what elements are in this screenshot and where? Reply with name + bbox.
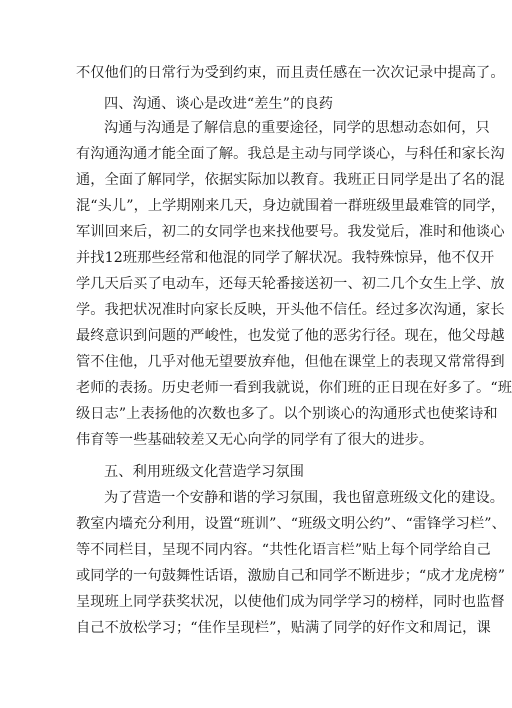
text-line: 伟育等一些基础较差又无心向学的同学有了很大的进步。: [76, 432, 434, 448]
text-line: 老师的表扬。历史老师一看到我就说，你们班的正日现在好多了。“班: [76, 380, 512, 396]
text-line: 或同学的一句鼓舞性话语，激励自己和同学不断进步；“成才龙虎榜”: [76, 568, 506, 584]
text-line: 沟通与沟通是了解信息的重要途径，同学的思想动态如何，只: [104, 120, 490, 136]
text-line: 混“头儿”，上学期刚来几天，身边就围着一群班级里最难管的同学，: [76, 198, 506, 214]
text-line: 为了营造一个安静和谐的学习氛围，我也留意班级文化的建设。: [104, 490, 505, 506]
text-line: 管不住他，几乎对他无望要放弃他，但他在课堂上的表现又常常得到: [76, 354, 505, 370]
text-line: 教室内墙充分利用，设置“班训”、“班级文明公约”、“雷锋学习栏”、: [76, 516, 506, 532]
text-line: 通，全面了解同学，依据实际加以教育。我班正日同学是出了名的混: [76, 172, 505, 188]
text-line: 学几天后买了电动车，还每天轮番接送初一、初二几个女生上学、放: [76, 276, 505, 292]
section-heading: 四、沟通、谈心是改进“差生”的良药: [104, 96, 334, 112]
text-line: 最终意识到问题的严峻性，也发觉了他的恶劣行径。现在，他父母越: [76, 328, 505, 344]
text-line: 军训回来后，初二的女同学也来找他要号。我发觉后，准时和他谈心: [76, 224, 505, 240]
text-line: 学。我把状况准时向家长反映，开头他不信任。经过多次沟通，家长: [76, 302, 505, 318]
text-line: 有沟通沟通才能全面了解。我总是主动与同学谈心，与科任和家长沟: [76, 146, 505, 162]
text-line: 自己不放松学习；“佳作呈现栏”，贴满了同学的好作文和周记，课: [76, 620, 491, 636]
text-line: 并找12班那些经常和他混的同学了解状况。我特殊惊异，他不仅开: [76, 250, 495, 266]
text-line: 呈现班上同学获奖状况，以使他们成为同学学习的榜样，同时也监督: [76, 594, 505, 610]
text-line: 等不同栏目，呈现不同内容。“共性化语言栏”贴上每个同学给自己: [76, 542, 491, 558]
text-line: 不仅他们的日常行为受到约束，而且责任感在一次次记录中提高了。: [76, 65, 505, 81]
section-heading: 五、利用班级文化营造学习氛围: [104, 464, 305, 480]
text-line: 级日志”上表扬他的次数也多了。以个别谈心的沟通形式也使桨诗和: [76, 406, 498, 422]
